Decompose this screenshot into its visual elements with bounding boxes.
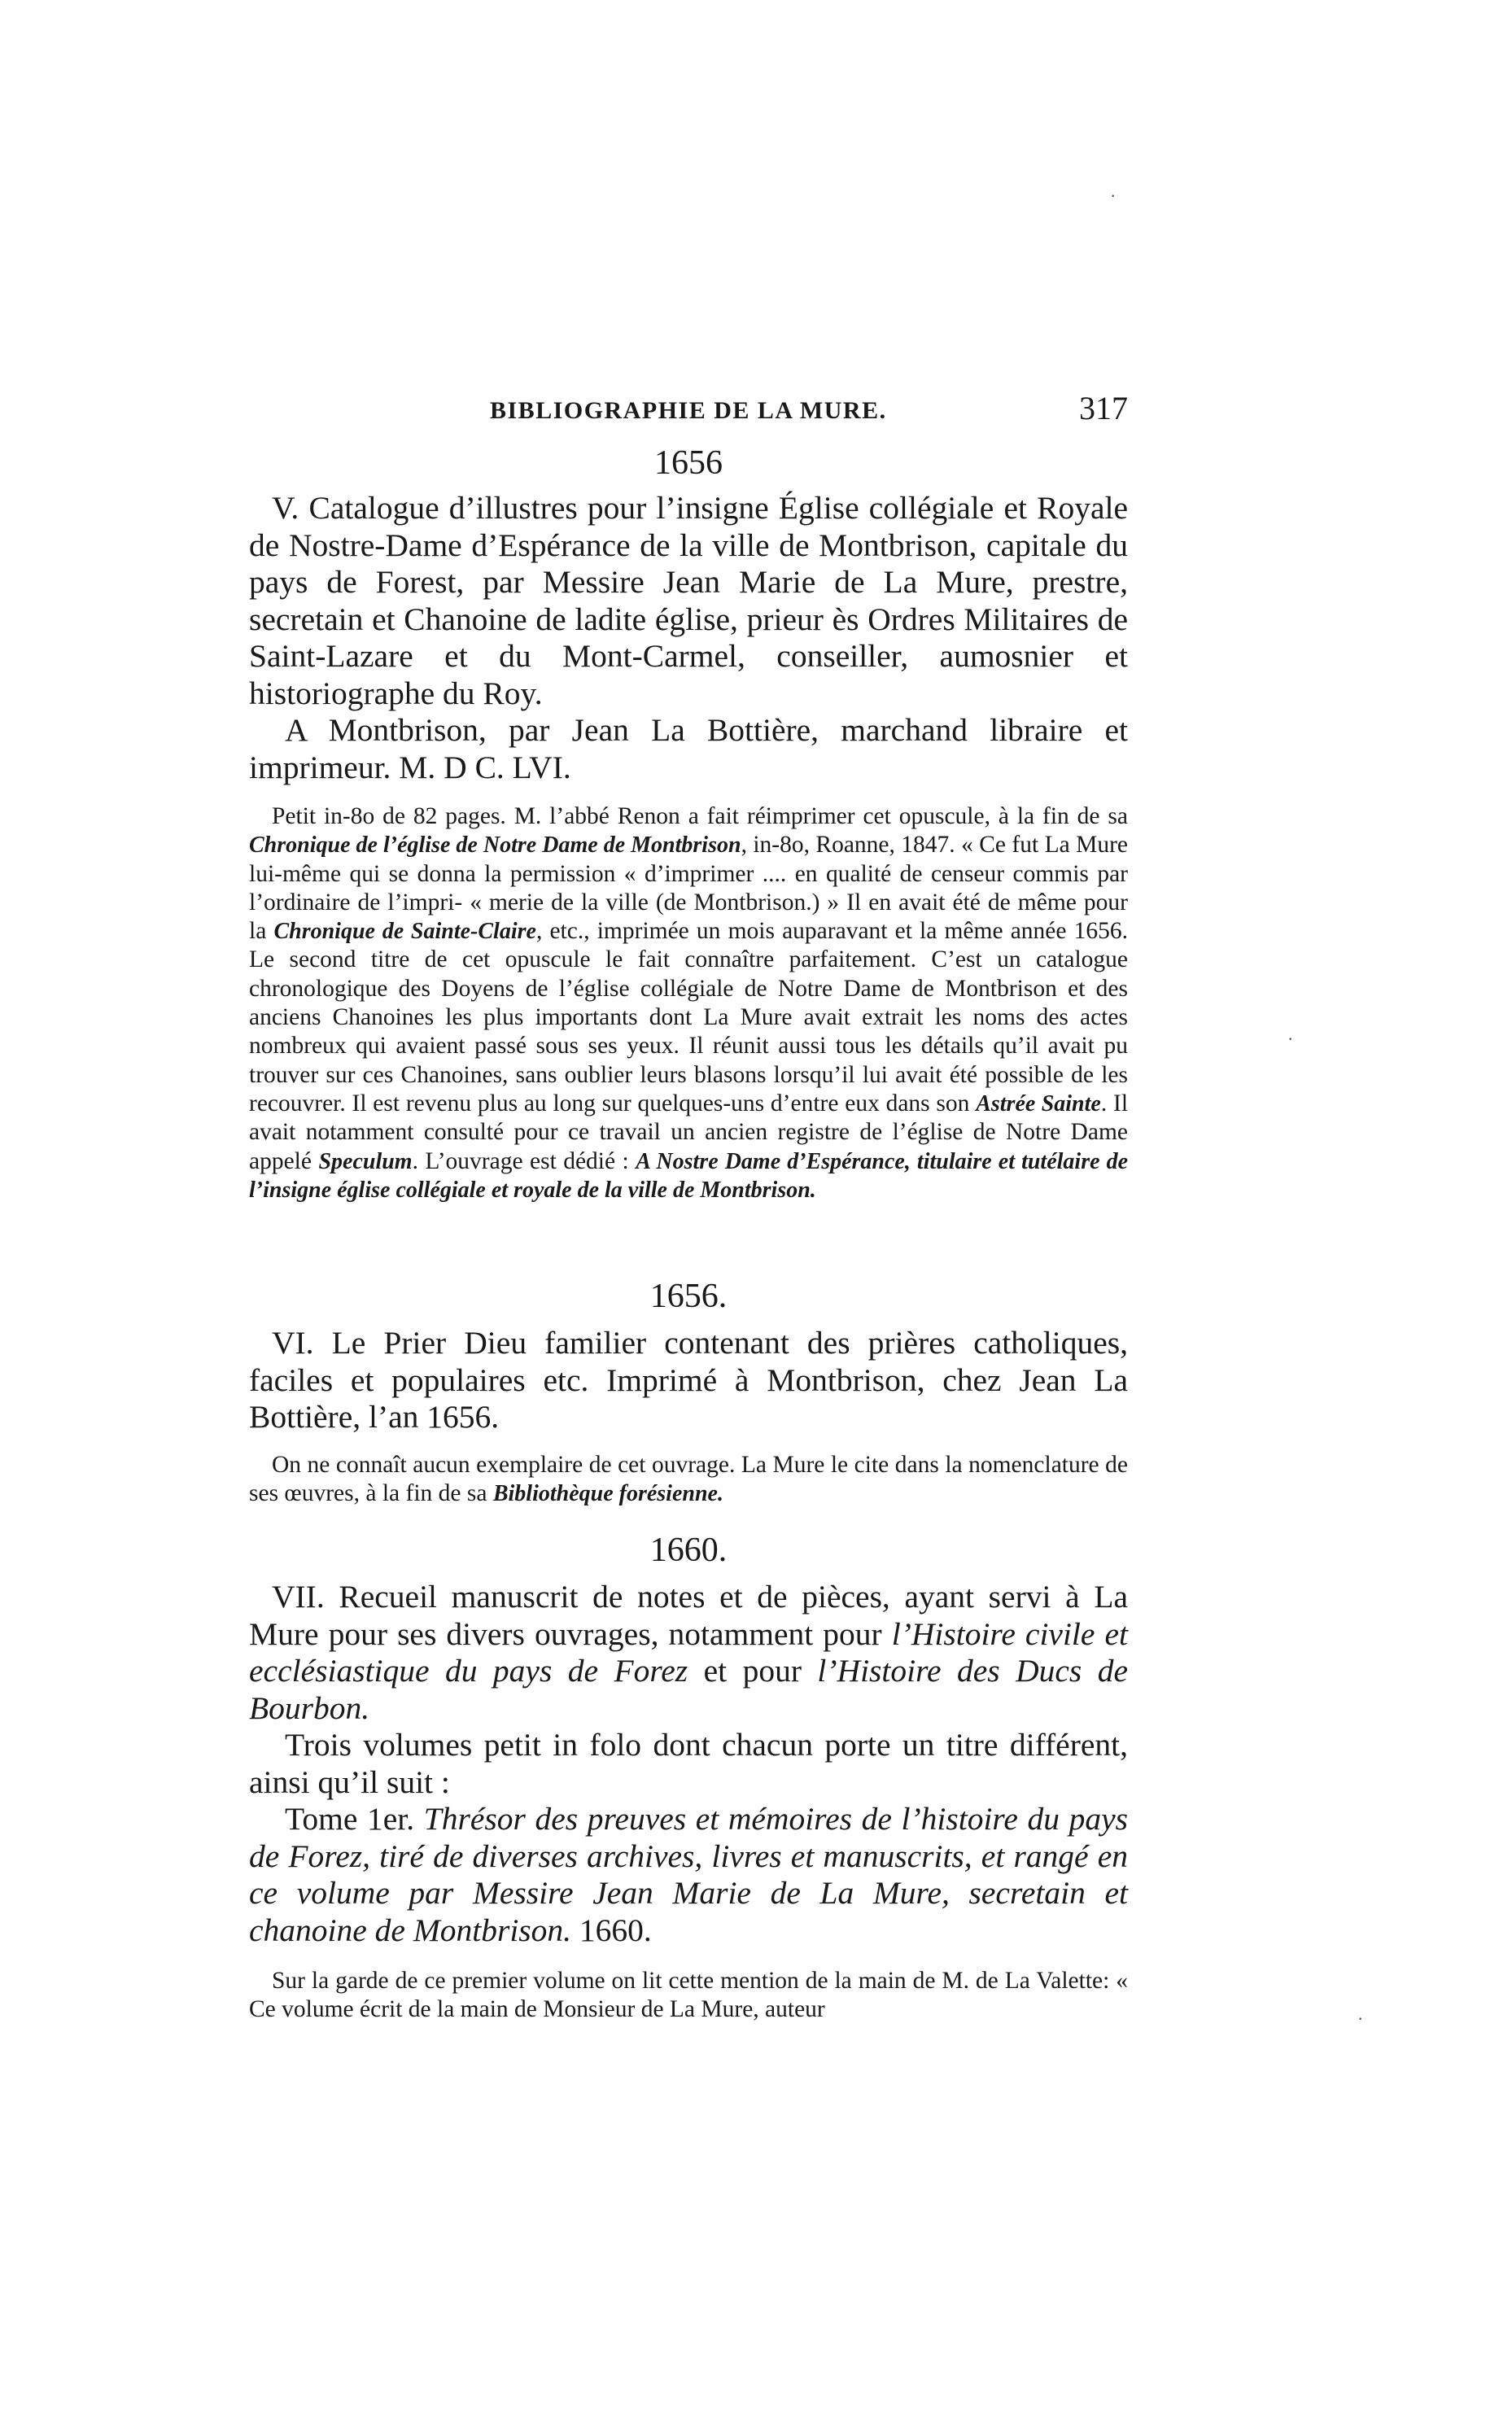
page-number: 317 (1079, 390, 1128, 426)
print-speck: · (1110, 186, 1117, 206)
entry-year: 1656. (649, 1278, 728, 1315)
running-head (249, 389, 1128, 430)
running-title: BIBLIOGRAPHIE DE LA MURE. (490, 397, 887, 424)
note-cited-title: Chronique de l’église de Notre Dame de Montbrison (249, 832, 741, 859)
title-cited-work: l’Histoire civile et ecclésiastique du pays de Forez (249, 1615, 1129, 1689)
note-cited-title: Chronique de Sainte-Claire (273, 919, 536, 945)
note-cited-title: Bibliothèque forésienne. (492, 1480, 723, 1506)
tome-label: Tome 1er. (285, 1801, 415, 1837)
entry-vi (249, 1279, 1128, 1508)
entry-note (249, 802, 1128, 1204)
tome-year: 1660. (579, 1912, 652, 1948)
entry-title (249, 1579, 1128, 1727)
title-cited-work: l’Histoire des Ducs de Bourbon. (249, 1653, 1128, 1726)
note-text: , in-8o, Roanne, 1847. « Ce fut La Mure lui-même qui se donna la permission « d’imprimer .... en qualité de censeur commis par l’ordinaire de l’impri- « merie de la ville (de Montbrison.) » Il en avait été de même pour la (249, 832, 1128, 945)
entry-imprint: A Montbrison, par Jean La Bottière, marchand libraire et imprimeur. M. D C. LVI. (249, 712, 1128, 785)
entry-paragraph: Trois volumes petit in folo dont chacun porte un titre différent, ainsi qu’il suit : (249, 1727, 1128, 1800)
note-text: Petit in-8o de 82 pages. M. l’abbé Renon a fait réimprimer cet opuscule, à la fin de sa (272, 803, 1128, 829)
note-text: On ne connaît aucun exemplaire de cet ouvrage. La Mure le cite dans la nomenclature de ses œuvres, à la fin de sa (249, 1451, 1128, 1506)
entry-year: 1656 (654, 444, 723, 482)
entry-year: 1660. (649, 1532, 728, 1569)
tome-title: Thrésor des preuves et mémoires de l’histoire du pays de Forez, tiré de diverses archives, livres et manuscrits, et rangé en ce volume par Messire Jean Marie de La Mure, secretain et chanoine de Montbrison. (249, 1801, 1128, 1948)
entry-note (249, 1451, 1128, 1509)
print-speck: · (1357, 2008, 1364, 2029)
title-text: VII. Recueil manuscrit de notes et de pièces, ayant servi à La Mure pour ses divers ouvrages, notamment pour (249, 1579, 1128, 1652)
note-text: , etc., imprimée un mois auparavant et la même année 1656. Le second titre de cet opuscule le fait connaître parfaitement. C’est un catalogue chronologique des Doyens de l’église collégiale de Notre Dame de Montbrison et des anciens Chanoines les plus importants dont La Mure avait extrait les noms des actes nombreux qui avaient passé sous ses yeux. Il réunit aussi tous les détails qu’il avait pu trouver sur ces Chanoines, sans oublier leurs blasons lorsqu’il lui avait été possible de les recouvrer. Il est revenu plus au long sur quelques-uns d’entre eux dans son (249, 918, 1129, 1116)
entry-note: Sur la garde de ce premier volume on lit cette mention de la main de M. de La Valette: « Ce volume écrit de la main de Monsieur de La Mure, auteur (249, 1968, 1128, 2023)
title-text: et pour (703, 1653, 802, 1689)
note-dedication: A Nostre Dame d’Espérance, titulaire et tutélaire de l’insigne église collégiale et royale de la ville de Montbrison. (249, 1148, 1129, 1203)
note-text: . Il avait notamment consulté pour ce travail un ancien registre de l’église de Notre Dame appelé (249, 1090, 1129, 1174)
entry-vii (249, 1533, 1128, 2025)
note-cited-title: Speculum (318, 1148, 413, 1174)
entry-title: V. Catalogue d’illustres pour l’insigne Église collégiale et Royale de Nostre-Dame d’Espérance de la ville de Montbrison, capitale du pays de Forest, par Messire Jean Marie de La Mure, prestre, secretain et Chanoine de ladite église, prieur ès Ordres Militaires de Saint-Lazare et du Mont-Carmel, conseiller, aumosnier et historiographe du Roy. (249, 490, 1128, 711)
entry-title: VI. Le Prier Dieu familier contenant des prières catholiques, faciles et populaires etc. Imprimé à Montbrison, chez Jean La Bottière, l’an 1656. (249, 1325, 1128, 1435)
note-text: . L’ouvrage est dédié : (412, 1147, 629, 1174)
entry-v (249, 446, 1128, 1204)
print-speck: · (1287, 1029, 1294, 1049)
note-cited-title: Astrée Sainte (976, 1090, 1101, 1116)
entry-tome (249, 1801, 1128, 1949)
